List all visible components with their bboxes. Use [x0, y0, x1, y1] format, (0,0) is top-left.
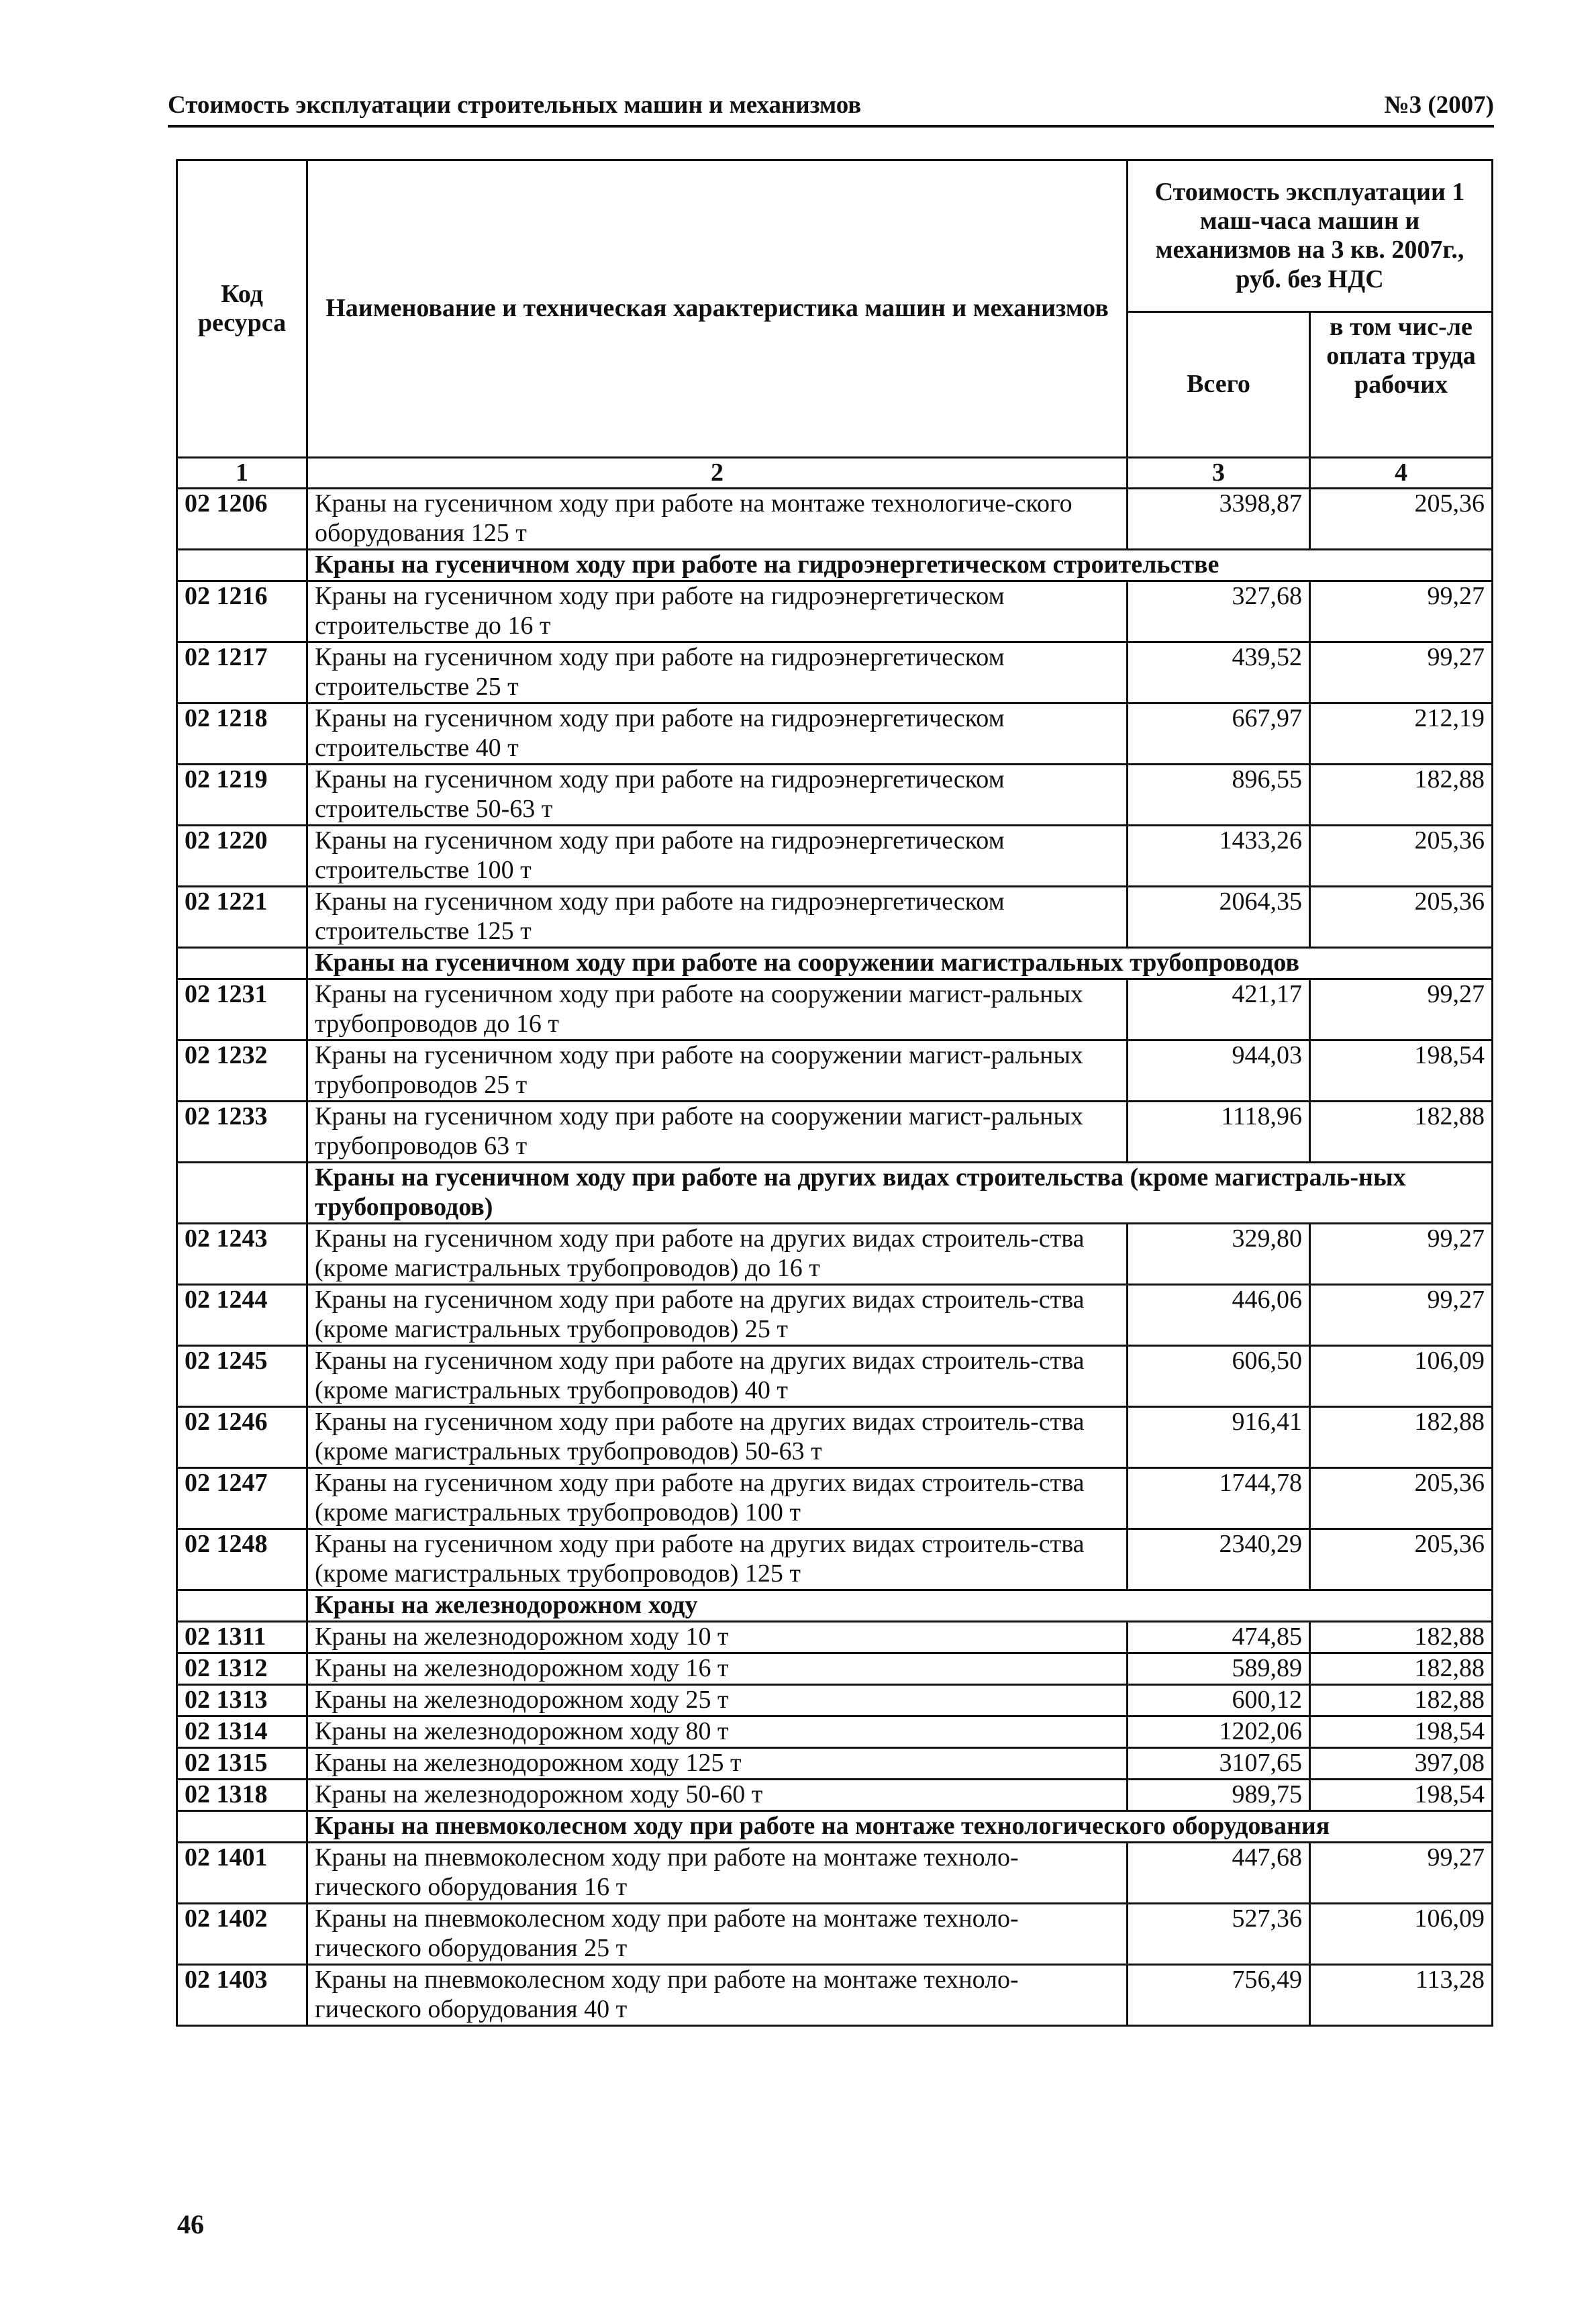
resource-code: 02 1243 — [177, 1224, 307, 1285]
header-name: Наименование и техническая характеристика машин и механизмов — [307, 160, 1128, 458]
resource-code: 02 1217 — [177, 642, 307, 704]
table-row — [177, 489, 1493, 550]
cost-total: 1118,96 — [1128, 1102, 1310, 1163]
page-number: 46 — [177, 2209, 204, 2239]
cost-wage: 99,27 — [1310, 1843, 1493, 1904]
cost-wage: 99,27 — [1310, 642, 1493, 704]
section-row — [177, 1590, 1493, 1622]
machine-name: Краны на железнодорожном ходу 25 т — [307, 1685, 1128, 1716]
cost-wage: 106,09 — [1310, 1904, 1493, 1965]
cost-total: 327,68 — [1128, 581, 1310, 642]
table-row — [177, 1529, 1493, 1590]
cost-total: 439,52 — [1128, 642, 1310, 704]
table-row — [177, 1748, 1493, 1780]
table-row — [177, 1716, 1493, 1748]
section-code-cell — [177, 1811, 307, 1843]
resource-code: 02 1218 — [177, 704, 307, 765]
table-row — [177, 1346, 1493, 1407]
table-row — [177, 1904, 1493, 1965]
section-title: Краны на железнодорожном ходу — [307, 1590, 1493, 1622]
column-number-row — [177, 458, 1493, 489]
table-row — [177, 1468, 1493, 1529]
section-code-cell — [177, 948, 307, 979]
machine-name: Краны на гусеничном ходу при работе на монтаже технологиче-ского оборудования 125 т — [307, 489, 1128, 550]
resource-code: 02 1315 — [177, 1748, 307, 1780]
cost-total: 3398,87 — [1128, 489, 1310, 550]
machine-name: Краны на гусеничном ходу при работе на гидроэнергетическом строительстве 40 т — [307, 704, 1128, 765]
table-row — [177, 1407, 1493, 1468]
resource-code: 02 1401 — [177, 1843, 307, 1904]
cost-total: 600,12 — [1128, 1685, 1310, 1716]
resource-code: 02 1206 — [177, 489, 307, 550]
table-row — [177, 1653, 1493, 1685]
machine-name: Краны на гусеничном ходу при работе на гидроэнергетическом строительстве 50-63 т — [307, 765, 1128, 826]
resource-code: 02 1311 — [177, 1622, 307, 1653]
section-row — [177, 1163, 1493, 1224]
cost-total: 1202,06 — [1128, 1716, 1310, 1748]
cost-wage: 182,88 — [1310, 1653, 1493, 1685]
column-number: 1 — [177, 458, 307, 489]
cost-wage: 198,54 — [1310, 1040, 1493, 1102]
table-row — [177, 826, 1493, 887]
cost-total: 2064,35 — [1128, 887, 1310, 948]
cost-wage: 182,88 — [1310, 1102, 1493, 1163]
section-title: Краны на гусеничном ходу при работе на гидроэнергетическом строительстве — [307, 550, 1493, 581]
machine-name: Краны на гусеничном ходу при работе на гидроэнергетическом строительстве 25 т — [307, 642, 1128, 704]
header-cost-group: Стоимость эксплуатации 1 маш-часа машин и механизмов на 3 кв. 2007г., руб. без НДС — [1128, 160, 1493, 312]
cost-wage: 182,88 — [1310, 1622, 1493, 1653]
table-row — [177, 1965, 1493, 2026]
resource-code: 02 1248 — [177, 1529, 307, 1590]
section-title: Краны на гусеничном ходу при работе на других видах строительства (кроме магистраль-ных трубопроводов) — [307, 1163, 1493, 1224]
cost-total: 1433,26 — [1128, 826, 1310, 887]
resource-code: 02 1312 — [177, 1653, 307, 1685]
column-number: 3 — [1128, 458, 1310, 489]
section-title: Краны на гусеничном ходу при работе на сооружении магистральных трубопроводов — [307, 948, 1493, 979]
table-row — [177, 1285, 1493, 1346]
column-number: 4 — [1310, 458, 1493, 489]
cost-wage: 182,88 — [1310, 765, 1493, 826]
cost-total: 589,89 — [1128, 1653, 1310, 1685]
machine-name: Краны на гусеничном ходу при работе на гидроэнергетическом строительстве 125 т — [307, 887, 1128, 948]
table-row — [177, 1843, 1493, 1904]
cost-wage: 99,27 — [1310, 1224, 1493, 1285]
machine-cost-table — [176, 159, 1493, 2027]
resource-code: 02 1221 — [177, 887, 307, 948]
cost-total: 916,41 — [1128, 1407, 1310, 1468]
cost-wage: 198,54 — [1310, 1780, 1493, 1811]
machine-name: Краны на пневмоколесном ходу при работе на монтаже техноло-гического оборудования 25 т — [307, 1904, 1128, 1965]
resource-code: 02 1246 — [177, 1407, 307, 1468]
table-row — [177, 581, 1493, 642]
cost-total: 667,97 — [1128, 704, 1310, 765]
machine-name: Краны на гусеничном ходу при работе на других видах строитель-ства (кроме магистральных трубопроводов) 125 т — [307, 1529, 1128, 1590]
table-row — [177, 765, 1493, 826]
machine-name: Краны на гусеничном ходу при работе на гидроэнергетическом строительстве до 16 т — [307, 581, 1128, 642]
cost-wage: 205,36 — [1310, 826, 1493, 887]
cost-wage: 182,88 — [1310, 1407, 1493, 1468]
header-wage: в том чис-ле оплата труда рабочих — [1310, 311, 1493, 457]
table-row — [177, 1102, 1493, 1163]
cost-total: 989,75 — [1128, 1780, 1310, 1811]
cost-wage: 397,08 — [1310, 1748, 1493, 1780]
machine-name: Краны на гусеничном ходу при работе на других видах строитель-ства (кроме магистральных трубопроводов) 40 т — [307, 1346, 1128, 1407]
table-row — [177, 704, 1493, 765]
resource-code: 02 1313 — [177, 1685, 307, 1716]
machine-name: Краны на гусеничном ходу при работе на других видах строитель-ства (кроме магистральных трубопроводов) 25 т — [307, 1285, 1128, 1346]
table-row — [177, 979, 1493, 1040]
resource-code: 02 1244 — [177, 1285, 307, 1346]
cost-wage: 205,36 — [1310, 489, 1493, 550]
cost-wage: 99,27 — [1310, 581, 1493, 642]
machine-name: Краны на гусеничном ходу при работе на сооружении магист-ральных трубопроводов 25 т — [307, 1040, 1128, 1102]
section-row — [177, 550, 1493, 581]
cost-total: 756,49 — [1128, 1965, 1310, 2026]
section-code-cell — [177, 550, 307, 581]
table-row — [177, 642, 1493, 704]
machine-name: Краны на гусеничном ходу при работе на сооружении магист-ральных трубопроводов до 16 т — [307, 979, 1128, 1040]
running-head — [168, 91, 1494, 128]
machine-name: Краны на железнодорожном ходу 125 т — [307, 1748, 1128, 1780]
column-number: 2 — [307, 458, 1128, 489]
machine-name: Краны на железнодорожном ходу 50-60 т — [307, 1780, 1128, 1811]
cost-wage: 205,36 — [1310, 887, 1493, 948]
cost-wage: 212,19 — [1310, 704, 1493, 765]
header-code: Код ресурса — [177, 160, 307, 458]
cost-total: 447,68 — [1128, 1843, 1310, 1904]
cost-total: 329,80 — [1128, 1224, 1310, 1285]
machine-name: Краны на гусеничном ходу при работе на других видах строитель-ства (кроме магистральных трубопроводов) 50-63 т — [307, 1407, 1128, 1468]
resource-code: 02 1232 — [177, 1040, 307, 1102]
cost-wage: 198,54 — [1310, 1716, 1493, 1748]
table-row — [177, 1040, 1493, 1102]
cost-total: 421,17 — [1128, 979, 1310, 1040]
machine-name: Краны на пневмоколесном ходу при работе на монтаже техноло-гического оборудования 40 т — [307, 1965, 1128, 2026]
cost-total: 3107,65 — [1128, 1748, 1310, 1780]
resource-code: 02 1220 — [177, 826, 307, 887]
section-row — [177, 1811, 1493, 1843]
cost-wage: 99,27 — [1310, 1285, 1493, 1346]
machine-name: Краны на гусеничном ходу при работе на других видах строитель-ства (кроме магистральных трубопроводов) 100 т — [307, 1468, 1128, 1529]
publication-title: Стоимость эксплуатации строительных машин и механизмов — [168, 91, 862, 119]
table-header — [177, 160, 1493, 489]
cost-total: 896,55 — [1128, 765, 1310, 826]
resource-code: 02 1219 — [177, 765, 307, 826]
machine-name: Краны на гусеничном ходу при работе на других видах строитель-ства (кроме магистральных трубопроводов) до 16 т — [307, 1224, 1128, 1285]
table-row — [177, 1685, 1493, 1716]
table-row — [177, 887, 1493, 948]
cost-total: 474,85 — [1128, 1622, 1310, 1653]
machine-name: Краны на гусеничном ходу при работе на сооружении магист-ральных трубопроводов 63 т — [307, 1102, 1128, 1163]
cost-total: 527,36 — [1128, 1904, 1310, 1965]
table-row — [177, 1780, 1493, 1811]
machine-name: Краны на железнодорожном ходу 16 т — [307, 1653, 1128, 1685]
cost-total: 446,06 — [1128, 1285, 1310, 1346]
machine-name: Краны на железнодорожном ходу 10 т — [307, 1622, 1128, 1653]
resource-code: 02 1403 — [177, 1965, 307, 2026]
cost-wage: 99,27 — [1310, 979, 1493, 1040]
cost-wage: 182,88 — [1310, 1685, 1493, 1716]
cost-total: 2340,29 — [1128, 1529, 1310, 1590]
section-code-cell — [177, 1590, 307, 1622]
cost-total: 606,50 — [1128, 1346, 1310, 1407]
resource-code: 02 1245 — [177, 1346, 307, 1407]
cost-total: 1744,78 — [1128, 1468, 1310, 1529]
section-code-cell — [177, 1163, 307, 1224]
issue-number: №3 (2007) — [1384, 91, 1494, 119]
table-row — [177, 1622, 1493, 1653]
cost-wage: 106,09 — [1310, 1346, 1493, 1407]
resource-code: 02 1231 — [177, 979, 307, 1040]
resource-code: 02 1402 — [177, 1904, 307, 1965]
table-body — [177, 489, 1493, 2026]
section-row — [177, 948, 1493, 979]
machine-name: Краны на пневмоколесном ходу при работе на монтаже техноло-гического оборудования 16 т — [307, 1843, 1128, 1904]
machine-name: Краны на железнодорожном ходу 80 т — [307, 1716, 1128, 1748]
resource-code: 02 1318 — [177, 1780, 307, 1811]
cost-wage: 205,36 — [1310, 1468, 1493, 1529]
resource-code: 02 1247 — [177, 1468, 307, 1529]
header-total: Всего — [1128, 311, 1310, 457]
resource-code: 02 1314 — [177, 1716, 307, 1748]
cost-total: 944,03 — [1128, 1040, 1310, 1102]
section-title: Краны на пневмоколесном ходу при работе на монтаже технологического оборудования — [307, 1811, 1493, 1843]
cost-wage: 205,36 — [1310, 1529, 1493, 1590]
machine-name: Краны на гусеничном ходу при работе на гидроэнергетическом строительстве 100 т — [307, 826, 1128, 887]
cost-wage: 113,28 — [1310, 1965, 1493, 2026]
table-row — [177, 1224, 1493, 1285]
resource-code: 02 1233 — [177, 1102, 307, 1163]
resource-code: 02 1216 — [177, 581, 307, 642]
